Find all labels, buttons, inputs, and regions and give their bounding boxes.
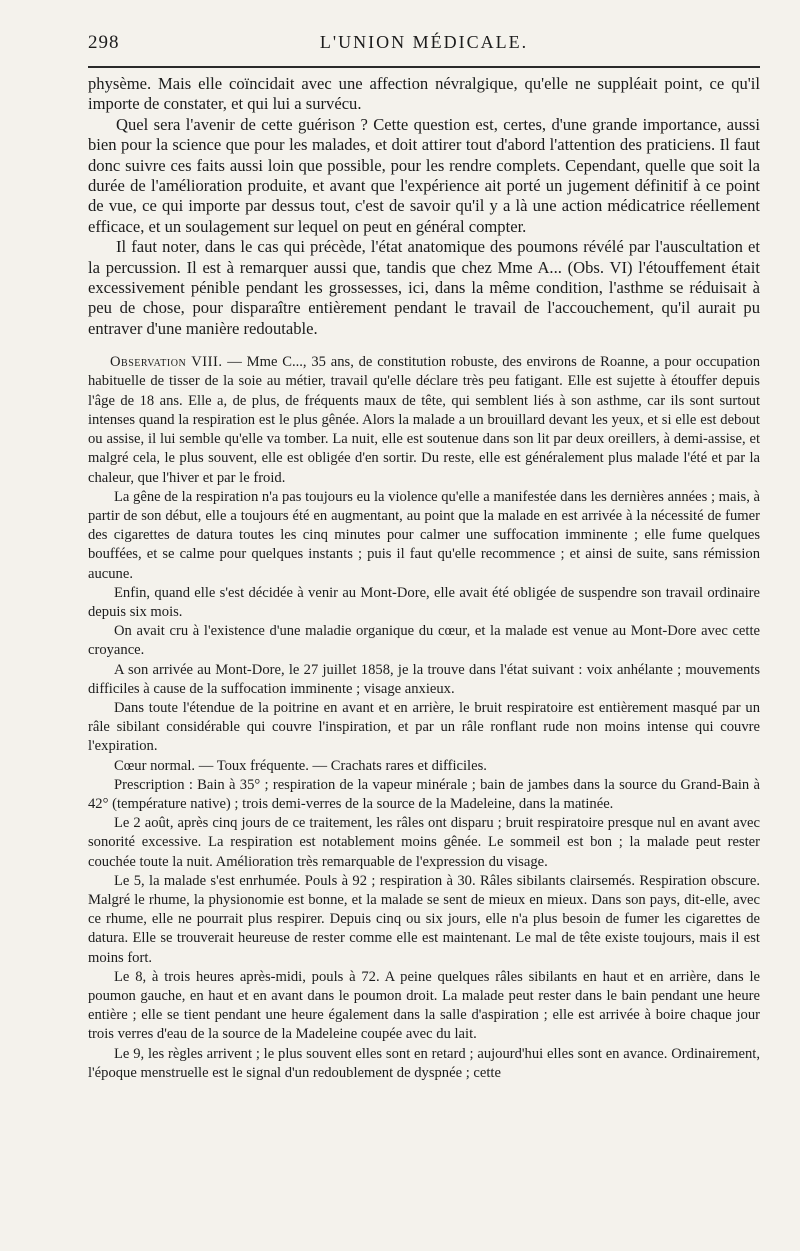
paragraph: Prescription : Bain à 35° ; respiration de la vapeur minérale ; bain de jambes dans la source du Grand-Bain à 42° (température native) ; trois demi-verres de la source de la Madeleine, dans la matinée. — [88, 776, 760, 812]
section-gap — [88, 339, 760, 353]
header-rule — [88, 66, 760, 68]
paragraph: On avait cru à l'existence d'une maladie organique du cœur, et la malade est venue au Mont-Dore avec cette croyance. — [88, 623, 760, 659]
paragraph: Dans toute l'étendue de la poitrine en avant et en arrière, le bruit respiratoire est entièrement masqué par un râle sibilant considérable qui couvre l'inspiration, et par un râle ronflant rude non moins intense qui couvre l'expiration. — [88, 699, 760, 755]
paragraph: Le 2 août, après cinq jours de ce traitement, les râles ont disparu ; bruit respiratoire presque nul en avant avec sonorité excessive. La respiration est notablement moins gênée. Le sommeil est bon ; la malade peut rester couchée toute la nuit. Amélioration très remarquable de l'expression du visage. — [88, 815, 760, 870]
article-body — [88, 74, 760, 1083]
page-number: 298 — [88, 32, 120, 53]
observation-paragraph — [88, 353, 760, 487]
running-title: L'UNION MÉDICALE. — [319, 32, 529, 52]
paragraph: physème. Mais elle coïncidait avec une affection névralgique, qu'elle ne suppléait point, ce qu'il importe de constater, et qui lui a survécu. — [88, 74, 760, 114]
paragraph: A son arrivée au Mont-Dore, le 27 juillet 1858, je la trouve dans l'état suivant : voix anhélante ; mouvements difficiles à cause de la suffocation imminente ; visage anxieux. — [88, 661, 760, 697]
observation-intro: — Mme C..., 35 ans, de constitution robuste, des environs de Roanne, a pour occupation habituelle de tisser de la soie au métier, travail qu'elle déclare très peu fatigant. Elle est sujette à étouffer depuis l'âge de 18 ans. Elle a, de plus, de fréquents maux de tête, qui semblent liés à son asthme, car ils sont surtout intenses quand la respiration est le plus gênée. Alors la malade a un brouillard devant les yeux, et si elle est debout ou assise, il lui semble qu'elle va tomber. La nuit, elle est soutenue dans son lit par deux oreillers, à demi-assise, et malgré cela, le plus souvent, elle est obligée d'en sortir. Du reste, elle est généralement plus malade l'été et par la chaleur, que l'hiver et par le froid. — [88, 354, 760, 486]
paragraph: Le 5, la malade s'est enrhumée. Pouls à 92 ; respiration à 30. Râles sibilants clairsemés. Respiration obscure. Malgré le rhume, la physionomie est bonne, et la malade se sent de mieux en mieux. Dans son pays, dit-elle, avec ce rhume, elle ne pourrait plus respirer. Depuis cinq ou six jours, elle n'a plus besoin de fumer les cigarettes de datura. Elle se trouverait heureuse de rester comme elle est maintenant. Le mal de tête existe toujours, mais il est moins fort. — [88, 872, 760, 966]
paragraph: Quel sera l'avenir de cette guérison ? Cette question est, certes, d'une grande importance, aussi bien pour la science que pour les malades, et doit attirer tout d'abord l'attention des praticiens. Il faut donc suivre ces faits aussi loin que possible, pour les rendre complets. Cependant, quelle que soit la durée de l'amélioration produite, et avant que l'expérience ait porté un jugement définitif à ce point de vue, ce qui importe par dessus tout, c'est de savoir qu'il y a là une action médicatrice réellement efficace, et un soulagement sur lequel on peut en général compter. — [88, 114, 760, 236]
paragraph: Enfin, quand elle s'est décidée à venir au Mont-Dore, elle avait été obligée de suspendre son travail ordinaire depuis six mois. — [88, 584, 760, 620]
observation-label: Observation VIII. — [110, 354, 223, 371]
paragraph: Cœur normal. — Toux fréquente. — Crachats rares et difficiles. — [114, 757, 487, 774]
page-header — [88, 28, 760, 58]
paragraph: Le 9, les règles arrivent ; le plus souvent elles sont en retard ; aujourd'hui elles sont en avance. Ordinairement, l'époque menstruelle est le signal d'un redoublement de dyspnée ; cette — [88, 1045, 760, 1081]
paragraph: Le 8, à trois heures après-midi, pouls à 72. A peine quelques râles sibilants en haut et en arrière, dans le poumon gauche, en haut et en avant dans le poumon droit. La malade peut rester dans le bain pendant une heure entière ; elle se tient pendant une heure également dans la salle d'aspiration ; elle est arrivée à boire chaque jour trois verres d'eau de la source de la Madeleine coupée avec du lait. — [88, 968, 760, 1043]
paragraph: Il faut noter, dans le cas qui précède, l'état anatomique des poumons révélé par l'auscultation et la percussion. Il est à remarquer aussi que, tandis que chez Mme A... (Obs. VI) l'étouffement était excessivement pénible pendant les grossesses, ici, dans la même condition, l'asthme se réduisait à peu de chose, pour disparaître entièrement pendant le travail de l'accouchement, qu'il aurait pu entraver d'une manière redoutable. — [88, 237, 760, 338]
paragraph: La gêne de la respiration n'a pas toujours eu la violence qu'elle a manifestée dans les dernières années ; mais, à partir de son début, elle a toujours été en augmentant, au point que la malade en est arrivée à la nécessité de fumer des cigarettes de datura toutes les cinq minutes pour calmer une suffocation imminente ; elle fume quelques bouffées, et se calme pour quelques instants ; puis il faut qu'elle recommence ; et ainsi de suite, sans rémission aucune. — [88, 488, 760, 582]
